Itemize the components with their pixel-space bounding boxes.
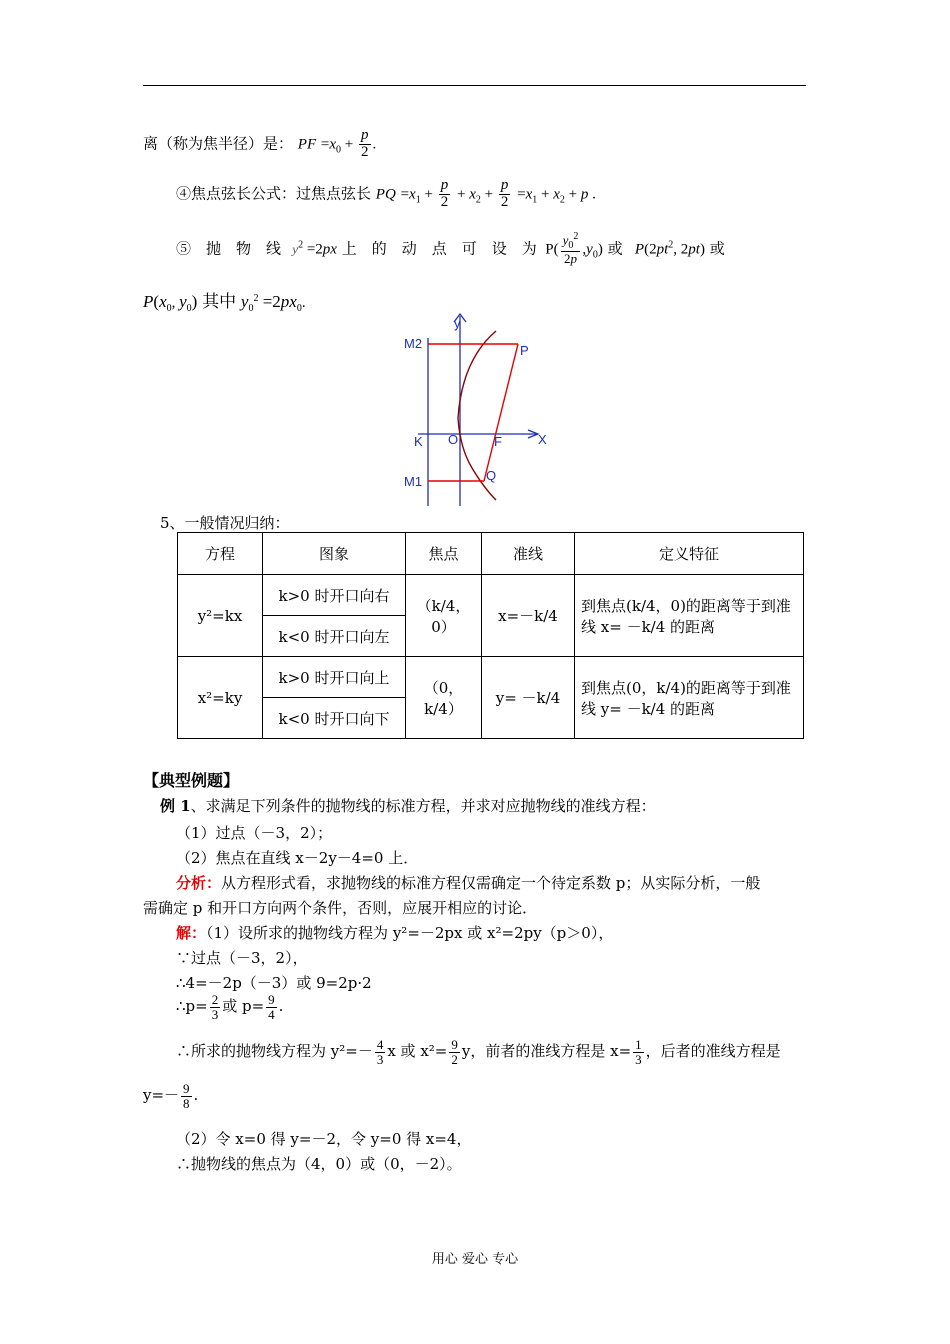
header-focus: 焦点 (406, 533, 482, 575)
examples-heading: 【典型例题】 (143, 771, 240, 790)
cell-definition: 到焦点(k/4，0)的距离等于到准线 x= －k/4 的距离 (575, 575, 804, 657)
analysis-line-2: 需确定 p 和开口方向两个条件，否则，应展开相应的讨论． (143, 899, 538, 917)
chord-length-line: ④焦点弦长公式：过焦点弦长 PQ $=x_1$ + $\frac{p}{2}$ + $x_2$ + $\frac{p}{2}$ $=x_1 + x_2 + p$ . (176, 177, 596, 210)
cell-equation: x²=ky (178, 657, 263, 739)
condition-2: （2）焦点在直线 x－2y－4=0 上． (176, 849, 419, 867)
cell-graph: k>0 时开口向上 (263, 657, 406, 698)
parametric-line: ⑤ 抛 物 线 $y^2 =2px$ 上 的 动 点 可 设 为 P( $\frac{y_0^2}{2p}$ $,y_0$) 或 $P(2pt^2$, 2pt) 或 (176, 231, 725, 267)
solution-step-6: y=－ $\frac{9}{8}$ . (143, 1081, 199, 1111)
solution-step-4: ∴p= $\frac{2}{3}$ 或 p= $\frac{9}{4}$ . (176, 992, 284, 1022)
label-x: X (538, 432, 547, 447)
label-f: F (494, 434, 502, 449)
focal-radius-line: 离（称为焦半径）是： PF $=x_0$ + $\frac{p}{2}$ . (143, 127, 377, 160)
header-equation: 方程 (178, 533, 263, 575)
red-construction (428, 344, 518, 481)
condition-1: （1）过点（－3，2）； (176, 824, 333, 842)
parabola-diagram (398, 308, 558, 508)
label-p: P (520, 343, 529, 358)
summary-table (177, 532, 804, 739)
part2-line-1: （2）令 x=0 得 y=－2，令 y=0 得 x=4， (176, 1130, 472, 1148)
analysis-line: 分析：从方程形式看，求抛物线的标准方程仅需确定一个待定系数 p；从实际分析，一般 (176, 874, 761, 892)
header-definition: 定义特征 (575, 533, 804, 575)
section5-title: 5、一般情况归纳： (160, 514, 290, 532)
cell-equation: y²=kx (178, 575, 263, 657)
solution-step-5: ∴所求的抛物线方程为 y²=－ $\frac{4}{3}$ x 或 x²= $\frac{9}{2}$ y，前者的准线方程是 x= $\frac{1}{3}$ ，后者的准线方程是 (176, 1037, 781, 1067)
cell-definition: 到焦点(0，k/4)的距离等于到准线 y= －k/4 的距离 (575, 657, 804, 739)
header-rule (143, 85, 806, 86)
header-graph: 图象 (263, 533, 406, 575)
cell-directrix: x=－k/4 (482, 575, 575, 657)
solution-step-3: ∴4=－2p（－3）或 9=2p·2 (176, 974, 372, 992)
label-m2: M2 (404, 336, 423, 351)
table-header-row (178, 533, 804, 575)
cell-graph: k>0 时开口向右 (263, 575, 406, 616)
label-y: y (454, 316, 461, 331)
fraction-p-2: $\frac{p}{2}$ (361, 127, 369, 160)
solution-line: 解：（1）设所求的抛物线方程为 y²=－2px 或 x²=2py（p＞0）， (176, 924, 614, 942)
cell-focus: （k/4，0） (406, 575, 482, 657)
table-row (178, 657, 804, 698)
cell-graph: k<0 时开口向下 (263, 698, 406, 739)
general-point-line: $P(x_0$, $y_0$) 其中 $y_0^2 =2px_0$. (143, 292, 306, 314)
page-footer: 用心 爱心 专心 (431, 1252, 519, 1267)
label-m1: M1 (404, 474, 423, 489)
solution-step-2: ∵过点（－3，2）， (176, 949, 308, 967)
table-row (178, 575, 804, 616)
example1-line: 例 1、求满足下列条件的抛物线的标准方程，并求对应抛物线的准线方程： (160, 797, 656, 815)
cell-graph: k<0 时开口向左 (263, 616, 406, 657)
diagram-labels (404, 316, 547, 489)
cell-directrix: y= －k/4 (482, 657, 575, 739)
label-k: K (414, 434, 423, 449)
header-directrix: 准线 (482, 533, 575, 575)
label-q: Q (486, 468, 497, 483)
label-o: O (448, 432, 459, 447)
part2-line-2: ∴抛物线的焦点为（4，0）或（0，－2）。 (176, 1155, 462, 1173)
cell-focus: （0，k/4） (406, 657, 482, 739)
